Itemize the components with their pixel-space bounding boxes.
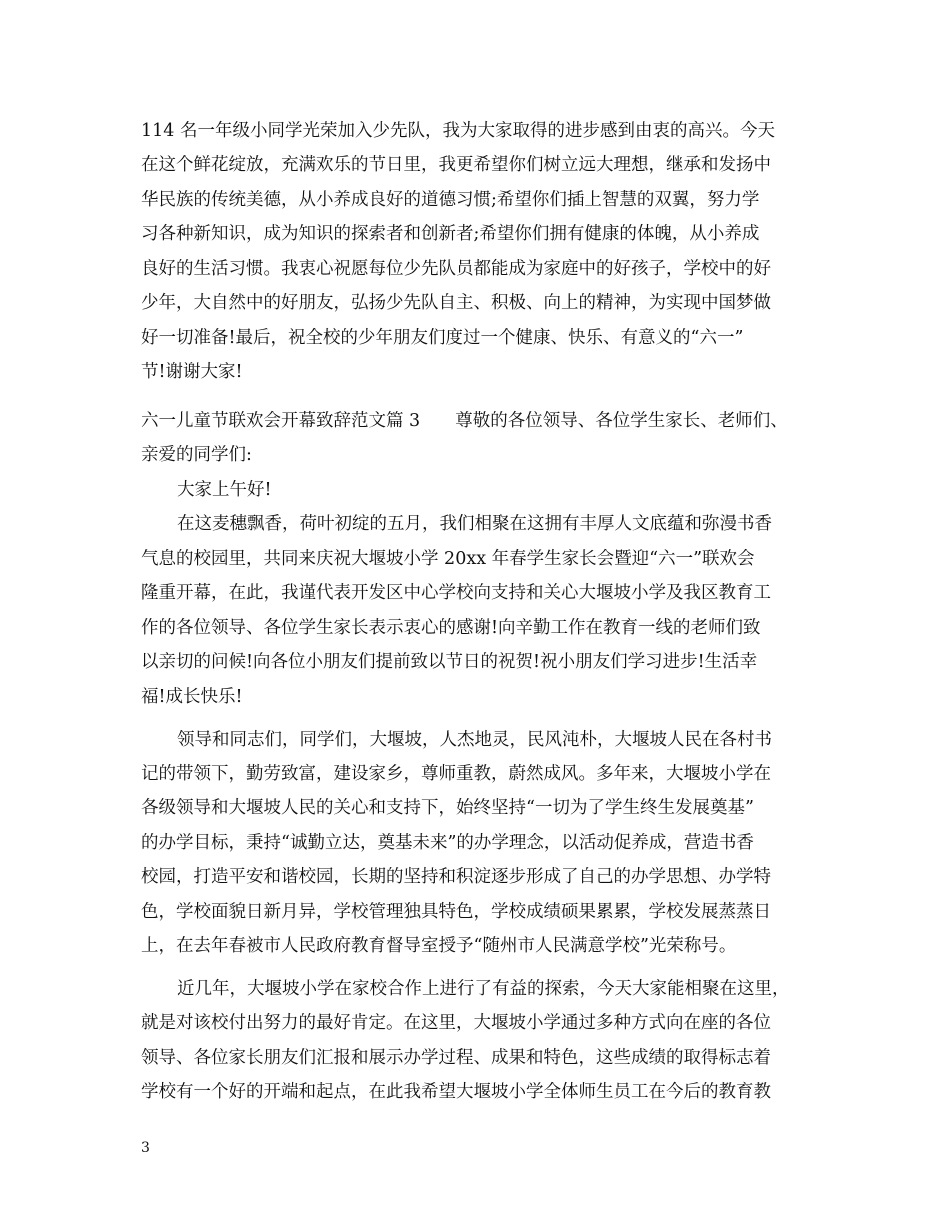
text-line: 少年，大自然中的好朋友，弘扬少先队自主、积极、向上的精神，为实现中国梦做: [141, 293, 771, 313]
text-line: 领导、各位家长朋友们汇报和展示办学过程、成果和特色，这些成绩的取得标志着: [141, 1048, 771, 1068]
section-heading-line: 六一儿童节联欢会开幕致辞范文篇 3 尊敬的各位领导、各位学生家长、老师们、: [141, 411, 788, 431]
text-line: 良好的生活习惯。我衷心祝愿每位少先队员都能成为家庭中的好孩子，学校中的好: [141, 259, 771, 279]
greeting-line: 大家上午好!: [177, 480, 272, 500]
text-line: 好一切准备!最后，祝全校的少年朋友们度过一个健康、快乐、有意义的“六一”: [141, 328, 744, 348]
text-line: 作的各位领导、各位学生家长表示衷心的感谢!向辛勤工作在教育一线的老师们致: [141, 618, 761, 638]
text-line: 福!成长快乐!: [141, 687, 243, 707]
text-line: 领导和同志们，同学们，大堰坡，人杰地灵，民风沌朴，大堰坡人民在各村书: [177, 730, 772, 750]
text-line: 校园，打造平安和谐校园，长期的坚持和积淀逐步形成了自己的办学思想、办学特: [141, 867, 771, 887]
text-line: 色，学校面貌日新月异，学校管理独具特色，学校成绩硕果累累，学校发展蒸蒸日: [141, 902, 771, 922]
text-line: 记的带领下，勤劳致富，建设家乡，尊师重教，蔚然成风。多年来，大堰坡小学在: [141, 764, 771, 784]
text-line: 亲爱的同学们:: [141, 445, 252, 465]
text-line: 上，在去年春被市人民政府教育督导室授予“随州市人民满意学校”光荣称号。: [141, 936, 737, 956]
text-line: 就是对该校付出努力的最好肯定。在这里，大堰坡小学通过多种方式向在座的各位: [141, 1013, 771, 1033]
page-number: 3: [141, 1140, 150, 1156]
text-line: 以亲切的问候!向各位小朋友们提前致以节日的祝贺!祝小朋友们学习进步!生活幸: [141, 652, 758, 672]
text-line: 的办学目标，秉持“诚勤立达，奠基未来”的办学理念，以活动促养成，营造书香: [141, 833, 754, 853]
text-line: 华民族的传统美德，从小养成良好的道德习惯;希望你们插上智慧的双翼，努力学: [141, 190, 760, 210]
text-line: 学校有一个好的开端和起点，在此我希望大堰坡小学全体师生员工在今后的教育教: [141, 1082, 771, 1102]
text-line: 近几年，大堰坡小学在家校合作上进行了有益的探索，今天大家能相聚在这里，: [177, 979, 790, 999]
text-line: 节!谢谢大家!: [141, 362, 243, 382]
text-line: 在这个鲜花绽放，充满欢乐的节日里，我更希望你们树立远大理想，继承和发扬中: [141, 155, 771, 175]
text-line: 在这麦穗飘香，荷叶初绽的五月，我们相聚在这拥有丰厚人文底蕴和弥漫书香: [177, 514, 772, 534]
text-line: 气息的校园里，共同来庆祝大堰坡小学 20xx 年春学生家长会暨迎“六一”联欢会: [141, 549, 755, 569]
text-line: 隆重开幕，在此，我谨代表开发区中心学校向支持和关心大堰坡小学及我区教育工: [141, 583, 771, 603]
text-line: 114 名一年级小同学光荣加入少先队，我为大家取得的进步感到由衷的高兴。今天: [141, 121, 775, 141]
text-line: 习各种新知识，成为知识的探索者和创新者;希望你们拥有健康的体魄，从小养成: [141, 224, 760, 244]
text-line: 各级领导和大堰坡人民的关心和支持下，始终坚持“一切为了学生终生发展奠基”: [141, 798, 754, 818]
